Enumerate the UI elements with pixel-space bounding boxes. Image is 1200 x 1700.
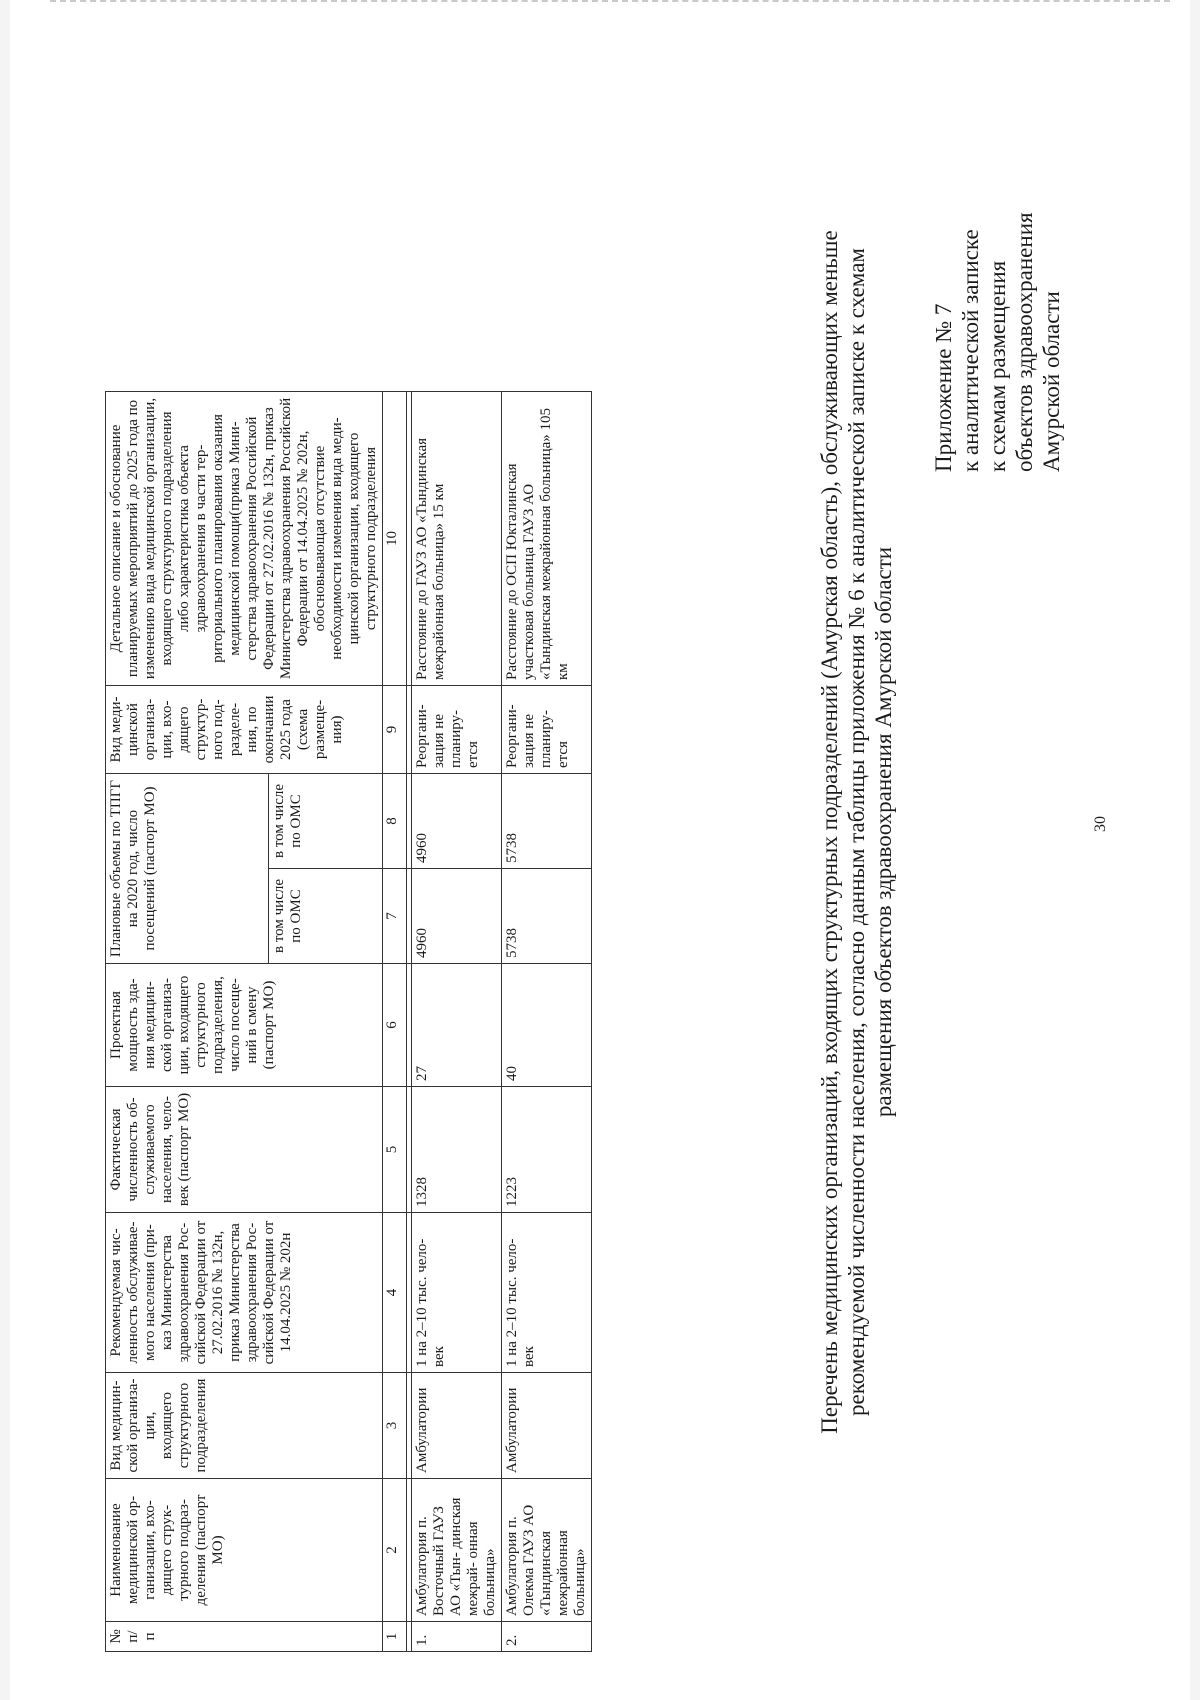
column-number: 4: [383, 1213, 407, 1373]
row-org-type: Амбулатории: [502, 1373, 592, 1479]
appendix-line: Приложение № 7: [931, 303, 956, 472]
appendix-line: к схемам размещения: [985, 260, 1010, 472]
document-page: [10, 0, 1190, 1700]
header-cell-plan-oms-1: в том числе по ОМС: [269, 869, 383, 964]
row-number: 1.: [412, 1622, 502, 1652]
row-plan-oms-2: 5738: [502, 774, 592, 869]
header-cell-actual: Фактическая численность об- служиваемого населения, чело- век (паспорт МО): [106, 1087, 383, 1213]
heading-line: рекомендуемой численности населения, согласно данным таблицы приложения № 6 к аналитической записке к схемам: [844, 248, 869, 1416]
header-cell-future-type: Вид меди- цинской организа- ции, вхо- дящего структур- ного под- разделе- ния, по окончании 2025 года (схема размеще- ния): [106, 686, 383, 774]
appendix-line: к аналитической записке: [958, 229, 983, 472]
row-plan-oms-1: 5738: [502, 869, 592, 964]
row-description: Расстояние до ГАУЗ АО «Тындинская межрайонная больница» 15 км: [412, 392, 502, 686]
page-number: 30: [1092, 816, 1109, 832]
appendix-block: [930, 52, 1065, 472]
heading-line: размещения объектов здравоохранения Амурской области: [871, 546, 896, 1118]
row-actual: 1223: [502, 1087, 592, 1213]
row-org-name: Амбулатория п. Восточный ГАУЗ АО «Тын- динская межрай- онная больница»: [412, 1479, 502, 1622]
row-actual: 1328: [412, 1087, 502, 1213]
column-number: 1: [383, 1622, 407, 1652]
heading-line: Перечень медицинских организаций, входящих структурных подразделений (Амурская область), обслуживающих меньше: [817, 230, 842, 1434]
column-number: 6: [383, 964, 407, 1087]
appendix-line: объектов здравоохранения: [1012, 212, 1037, 472]
column-number: 8: [383, 774, 407, 869]
rotated-page-content: [30, 42, 1190, 1652]
row-description: Расстояние до ОСП Юкталинская участковая больница ГАУЗ АО «Тындинская межрайонная больница» 105 км: [502, 392, 592, 686]
header-cell-type: Вид медицин- ской организа- ции, входящего структурного подразделения: [106, 1373, 383, 1479]
table-row: [502, 392, 592, 1652]
column-number: 9: [383, 686, 407, 774]
row-org-type: Амбулатории: [412, 1373, 502, 1479]
organizations-table: [105, 391, 592, 1652]
header-cell-plan-oms-2: в том числе по ОМС: [269, 774, 383, 869]
row-plan-oms-1: 4960: [412, 869, 502, 964]
row-number: 2.: [502, 1622, 592, 1652]
header-cell-plan-group: Плановые объемы по ТПГГ на 2020 год, число посещений (паспорт МО): [106, 774, 269, 964]
table-row: [412, 392, 502, 1652]
column-number: 10: [383, 392, 407, 686]
column-number: 7: [383, 869, 407, 964]
column-number: 2: [383, 1479, 407, 1622]
column-number: 3: [383, 1373, 407, 1479]
header-cell-recommended: Рекомендуемая чис- ленность обслуживае- мого населения (при- каз Министерства здравоохранения Рос- сийской Федерации от 27.02.2016 № 132н, приказ Министерства здравоохранения Рос- сийской Федерации от 14.04.2025 № 202н: [106, 1213, 383, 1373]
row-future-type: Реоргани- зация не планиру- ется: [412, 686, 502, 774]
header-cell-num: № п/п: [106, 1622, 383, 1652]
scan-edge-artifact: [50, 0, 1170, 5]
row-recommended: 1 на 2–10 тыс. чело- век: [412, 1213, 502, 1373]
row-org-name: Амбулатория п. Олекма ГАУЗ АО «Тындинская межрайонная больница»: [502, 1479, 592, 1622]
document-heading: [816, 12, 897, 1652]
header-cell-name: Наименование медицинской ор- ганизации, вхо- дящего струк- турного подраз- деления (паспорт МО): [106, 1479, 383, 1622]
row-capacity: 27: [412, 964, 502, 1087]
table-header-row: [106, 392, 269, 1652]
header-cell-capacity: Проектная мощность зда- ния медицин- ской организа- ции, входящего структурного подразделения, число посеще- ний в смену (паспорт МО): [106, 964, 383, 1087]
appendix-line: Амурской области: [1039, 291, 1064, 472]
row-future-type: Реоргани- зация не планиру- ется: [502, 686, 592, 774]
row-recommended: 1 на 2–10 тыс. чело- век: [502, 1213, 592, 1373]
row-plan-oms-2: 4960: [412, 774, 502, 869]
header-cell-description: Детальное описание и обоснование планируемых мероприятий до 2025 года по изменению вида медицинской организации, входящего структурного подразделения либо характеристика объекта здравоохранения в части тер- риториального планирования оказания медицинской помощи(приказ Мини- стерства здравоохранения Российской Федерации от 27.02.2016 № 132н, приказ Министерства здравоохранения Российской Федерации от 14.04.2025 № 202н, обосновывающая отсутствие необходимости изменения вида меди- цинской организации, входящего структурного подразделения: [106, 392, 383, 686]
row-capacity: 40: [502, 964, 592, 1087]
column-number: 5: [383, 1087, 407, 1213]
column-number-row: [383, 392, 407, 1652]
